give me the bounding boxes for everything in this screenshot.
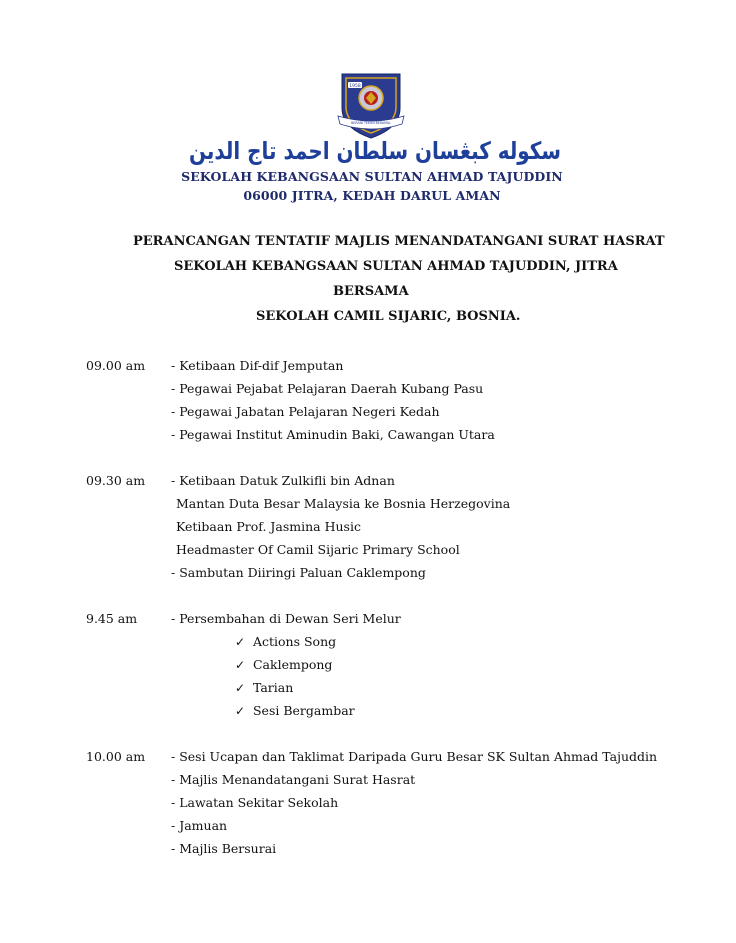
checkmark-icon: ✓ (235, 635, 246, 649)
document-title-line-1: PERANCANGAN TENTATIF MAJLIS MENANDATANGANI SURAT HASRAT (133, 234, 665, 249)
document-title-line-4: SEKOLAH CAMIL SIJARIC, BOSNIA. (256, 309, 521, 324)
schedule-item: Headmaster Of Camil Sijaric Primary School (176, 542, 460, 557)
jawi-banner-text: سکوله کبڠسان سلطان احمد تاج الدين (189, 137, 561, 165)
schedule-item: - Majlis Bersurai (171, 841, 277, 856)
checklist-item (235, 657, 332, 672)
schedule-item: - Pegawai Pejabat Pelajaran Daerah Kubang Pasu (171, 381, 484, 396)
jawi-script-banner (186, 133, 564, 167)
checkmark-icon: ✓ (235, 658, 246, 672)
school-name: SEKOLAH KEBANGSAAN SULTAN AHMAD TAJUDDIN (181, 169, 563, 184)
checklist-item-label: Sesi Bergambar (252, 703, 355, 718)
crest-motto: BERANI TEKUN BERAMAL (351, 121, 391, 125)
checklist-item (235, 680, 293, 695)
schedule-item: - Ketibaan Datuk Zulkifli bin Adnan (171, 473, 395, 488)
schedule-item: - Jamuan (171, 818, 228, 833)
checklist-item-label: Caklempong (252, 657, 333, 672)
schedule-item: - Persembahan di Dewan Seri Melur (171, 611, 401, 626)
schedule-item: - Majlis Menandatangani Surat Hasrat (171, 772, 416, 787)
checklist-item-label: Actions Song (252, 634, 337, 649)
schedule-item: Mantan Duta Besar Malaysia ke Bosnia Herzegovina (176, 496, 511, 511)
schedule-time: 10.00 am (86, 749, 146, 764)
schedule-item: Ketibaan Prof. Jasmina Husic (176, 519, 361, 534)
schedule-item: - Pegawai Institut Aminudin Baki, Cawangan Utara (171, 427, 495, 442)
schedule-time: 9.45 am (86, 611, 138, 626)
schedule-item: - Sesi Ucapan dan Taklimat Daripada Guru Besar SK Sultan Ahmad Tajuddin (171, 749, 658, 764)
checkmark-icon: ✓ (235, 681, 246, 695)
checklist-item-label: Tarian (252, 680, 294, 695)
document-title-line-2: SEKOLAH KEBANGSAAN SULTAN AHMAD TAJUDDIN, JITRA (174, 259, 618, 274)
schedule-item: - Pegawai Jabatan Pelajaran Negeri Kedah (171, 404, 440, 419)
schedule-item: - Lawatan Sekitar Sekolah (171, 795, 339, 810)
checkmark-icon: ✓ (235, 704, 246, 718)
school-crest-logo (336, 70, 406, 140)
school-address: 06000 JITRA, KEDAH DARUL AMAN (243, 188, 501, 203)
schedule-time: 09.00 am (86, 358, 146, 373)
checklist-item (235, 634, 336, 649)
schedule-time: 09.30 am (86, 473, 146, 488)
checklist-item (235, 703, 355, 718)
schedule-item: - Ketibaan Dif-dif Jemputan (171, 358, 344, 373)
document-title-line-3: BERSAMA (333, 284, 409, 299)
crest-year: 1958 (349, 84, 361, 89)
schedule-item: - Sambutan Diiringi Paluan Caklempong (171, 565, 426, 580)
